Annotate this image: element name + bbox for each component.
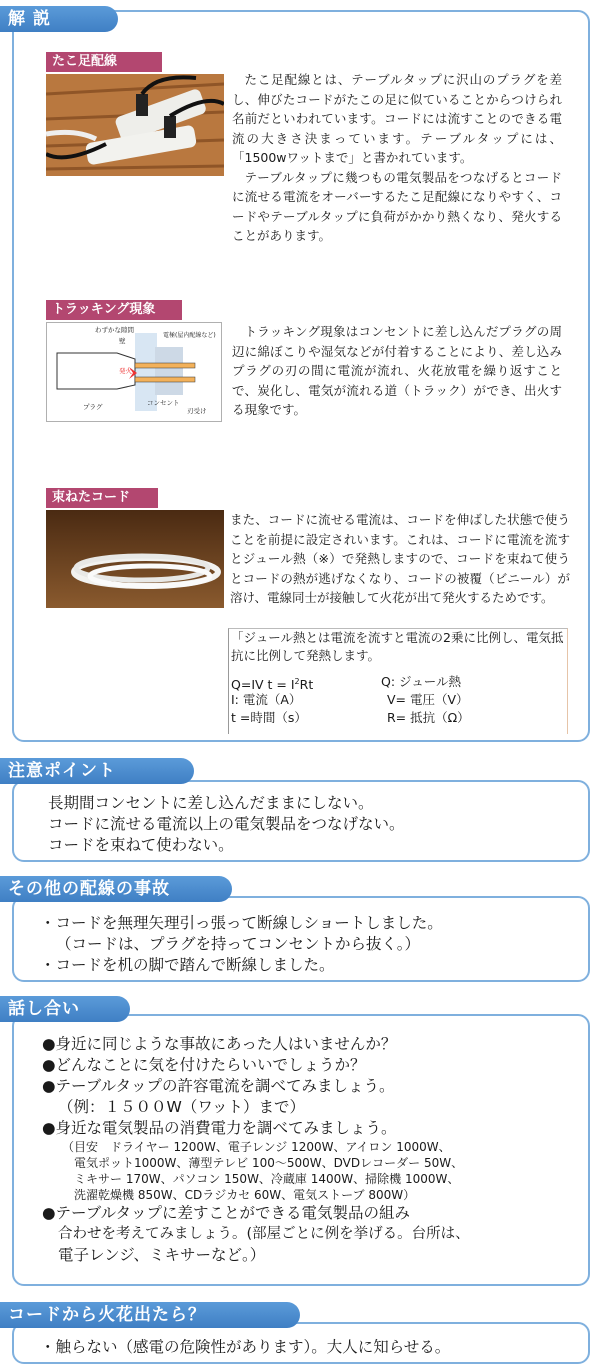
tako-image [46, 74, 224, 176]
blade-text: 刃受け [187, 407, 207, 415]
tako-text [232, 70, 562, 246]
fire-text: 発火 [119, 367, 132, 375]
spark-header: コードから火花出たら？ [0, 1302, 300, 1328]
discussion-list [42, 1034, 470, 1266]
bundle-photo [46, 510, 224, 608]
tako-paragraph-2: テーブルタップに幾つもの電気製品をつなげるとコードに流せる電流をオーバーするたこ足配線になりやすく、コードやテーブルタップに負荷がかかり熱くなり、発火することがあります。 [232, 169, 562, 243]
spark-text: ・触らない（感電の危険性があります）。大人に知らせる。 [40, 1338, 451, 1356]
joule-t: t =時間（s） [231, 710, 307, 725]
bundle-text [230, 510, 570, 608]
wattage-line-3: ミキサー 170W、パソコン 150W、冷蔵庫 1400W、掃除機 1000W、 [74, 1172, 460, 1186]
tako-label: たこ足配線 [46, 52, 162, 72]
formula-main: Q=IV t = I [231, 677, 295, 693]
discussion-q5: ●テーブルタップに差すことができる電気製品の組み [42, 1204, 411, 1222]
joule-v: V= 電圧（V） [387, 692, 469, 707]
tako-paragraph-1: たこ足配線とは、テーブルタップに沢山のプラグを差し、伸びたコードがたこの足に似ていることからつけられ名前だといわれています。コードには流すことのできる電流の大きさ決まっています。テーブルタップには、「1500wワットまで」と書かれています。 [232, 72, 562, 165]
tracking-diagram [46, 322, 222, 422]
bundle-paragraph-1: また、コードに流せる電流は、コードを伸ばした状態で使うことを前提に設定されいます。これは、コードに電流を流すとジュール熱（※）で発熱しますので、コードを束ねて使うとコードの熱が逃げなくなり、コードの被覆（ビニール）が溶け、電線同士が接触して火花が出て発火するためです。 [230, 512, 570, 605]
other-line-1: ・コードを無理矢理引っ張って断線しショートしました。 [40, 914, 443, 932]
joule-i: I: 電流（A） [231, 692, 302, 707]
formula-rest: Rt [299, 677, 314, 693]
outlet-text: コンセント [147, 399, 180, 407]
other-line-2: （コードは、プラグを持ってコンセントから抜く。） [56, 935, 420, 953]
formula-superscript: 2 [294, 677, 300, 686]
plug-text: プラグ [83, 403, 103, 411]
discussion-q4: ●身近な電気製品の消費電力を調べてみましょう。 [42, 1119, 397, 1137]
caution-list [48, 793, 405, 856]
joule-intro: 「ジュール熱とは電流を流すと電流の2乗に比例し、電気抵抗に比例して発熱します。 [231, 630, 564, 663]
wattage-line-2: 電気ポット1000W、薄型テレビ 100～500W、DVDレコーダー 50W、 [74, 1156, 464, 1170]
caution-line-1: 長期間コンセントに差し込んだままにしない。 [48, 794, 374, 812]
wattage-list [42, 1139, 470, 1203]
wattage-line-4: 洗濯乾燥機 850W、CDラジカセ 60W、電気ストーブ 800W） [74, 1188, 416, 1202]
joule-q: Q: ジュール熱 [381, 674, 462, 689]
discussion-q2: ●どんなことに気を付けたらいいでしょうか？ [42, 1056, 366, 1074]
caution-line-2: コードに流せる電流以上の電気製品をつなげない。 [48, 815, 405, 833]
tracking-label: トラッキング現象 [46, 300, 182, 320]
discussion-q1: ●身近に同じような事故にあった人はいませんか？ [42, 1035, 397, 1053]
electrode-text: 電極(屋内配線など) [163, 332, 216, 339]
joule-box [228, 628, 568, 734]
discussion-header: 話し合い [0, 996, 130, 1022]
bundle-label: 束ねたコード [46, 488, 158, 508]
wall-text: 壁 [119, 337, 126, 345]
wattage-line-1: （目安 ドライヤー 1200W、電子レンジ 1200W、アイロン 1000W、 [62, 1140, 451, 1154]
discussion-q5b: 合わせを考えてみましょう。(部屋ごとに例を挙げる。台所は、 [58, 1226, 470, 1242]
explanation-header: 解 説 [0, 6, 118, 32]
caution-line-3: コードを束ねて使わない。 [48, 836, 234, 854]
other-accidents-header: その他の配線の事故 [0, 876, 232, 902]
tracking-paragraph-1: トラッキング現象はコンセントに差し込んだプラグの周辺に綿ぼこりや湿気などが付着することにより、差し込みプラグの刃の間に電流が流れ、火花放電を繰り返すことで、炭化し、電気が流れる道（トラック）ができ、出火する現象です。 [232, 324, 562, 417]
discussion-q3: ●テーブルタップの許容電流を調べてみましょう。 [42, 1077, 395, 1095]
tako-photo [46, 74, 224, 176]
discussion-q3b: （例：１５００W（ワット）まで） [58, 1098, 306, 1116]
other-accidents-list [40, 913, 443, 976]
joule-r: R= 抵抗（Ω） [387, 710, 470, 725]
discussion-q5c: 電子レンジ、ミキサーなど。） [58, 1246, 266, 1264]
tracking-text [232, 322, 562, 420]
gap-text: わずかな隙間 [95, 326, 134, 334]
other-line-3: ・コードを机の脚で踏んで断線しました。 [40, 956, 335, 974]
caution-header: 注意ポイント [0, 758, 194, 784]
